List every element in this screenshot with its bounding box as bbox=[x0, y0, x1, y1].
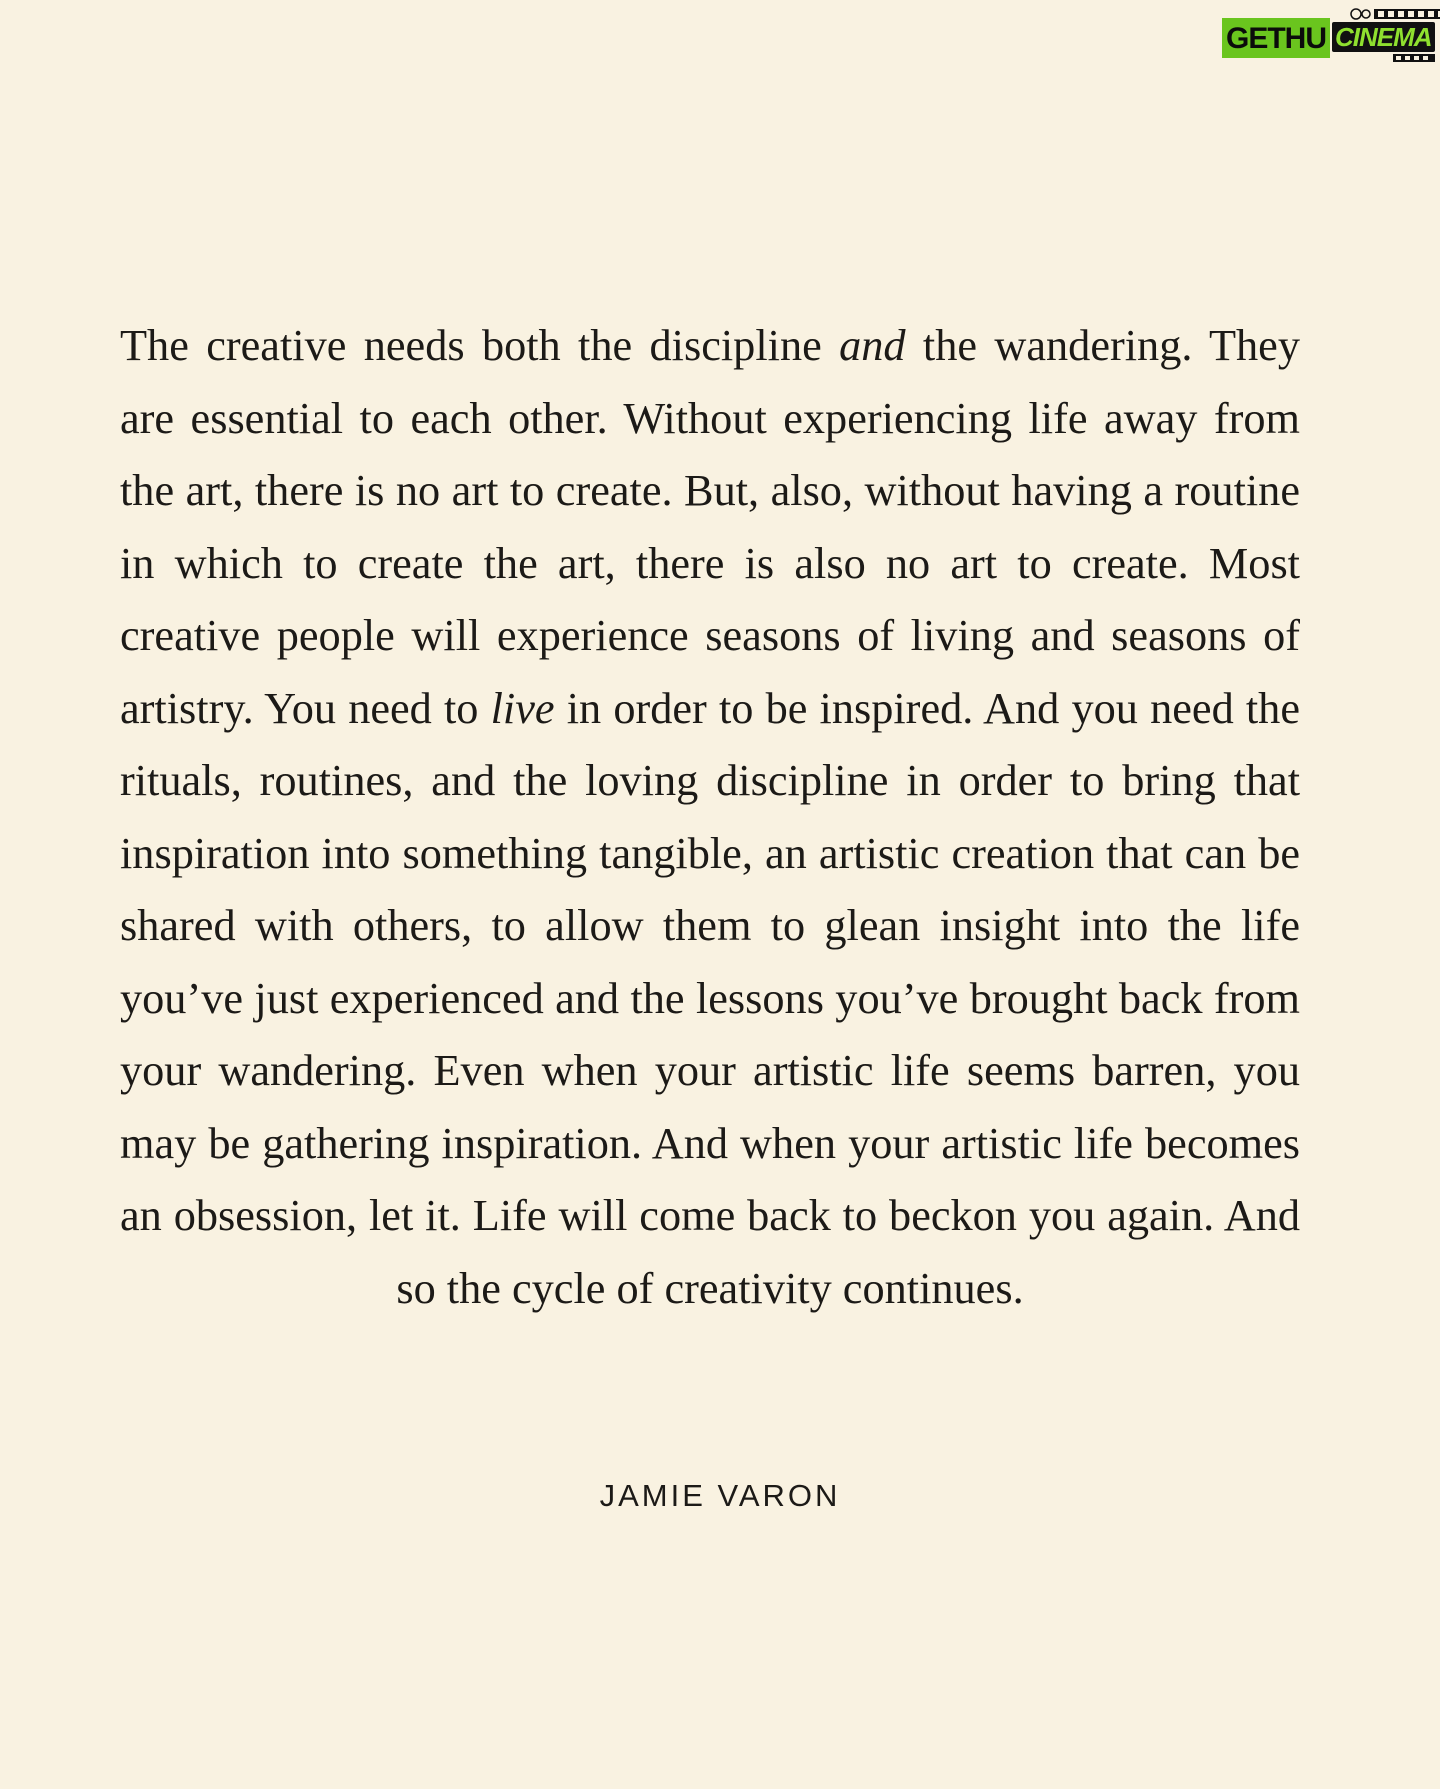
quote-emphasis-and: and bbox=[839, 321, 906, 370]
quote-emphasis-live: live bbox=[490, 683, 555, 733]
logo-cinema-block bbox=[1332, 8, 1435, 60]
quote-text bbox=[120, 310, 1300, 1325]
quote-author: JAMIE VARON bbox=[599, 1478, 841, 1513]
logo-text-cinema: CINEMA bbox=[1332, 22, 1435, 52]
logo-text-gethu: GETHU bbox=[1222, 18, 1330, 58]
film-strip-bottom-icon bbox=[1393, 54, 1435, 62]
quote-segment: in order to be inspired. And you need the rituals, routines, and the loving discipline in order to bring that inspiration into something tangible, an artistic creation that can be shared with others, to allow them to glean insight into the life you’ve just experienced and the lessons you’ve brought back from your wandering. Even when your artistic life seems barren, you may be gathering inspiration. And when your artistic life becomes an obsession, let it. Life will come back to beckon you again. And so the cycle of creativity continues. bbox=[120, 683, 1300, 1313]
quote-segment: The creative needs both the discipline bbox=[120, 321, 840, 370]
gethu-cinema-logo bbox=[1222, 8, 1432, 60]
quote-segment: the wandering. They are essential to each other. Without experiencing life away from the art, there is no art to create. But, also, without having a routine in which to create the art, there is also no art to create. Most creative people will experience seasons of living and seasons of artistry. You need to bbox=[120, 321, 1300, 733]
film-strip-icon bbox=[1340, 8, 1440, 20]
